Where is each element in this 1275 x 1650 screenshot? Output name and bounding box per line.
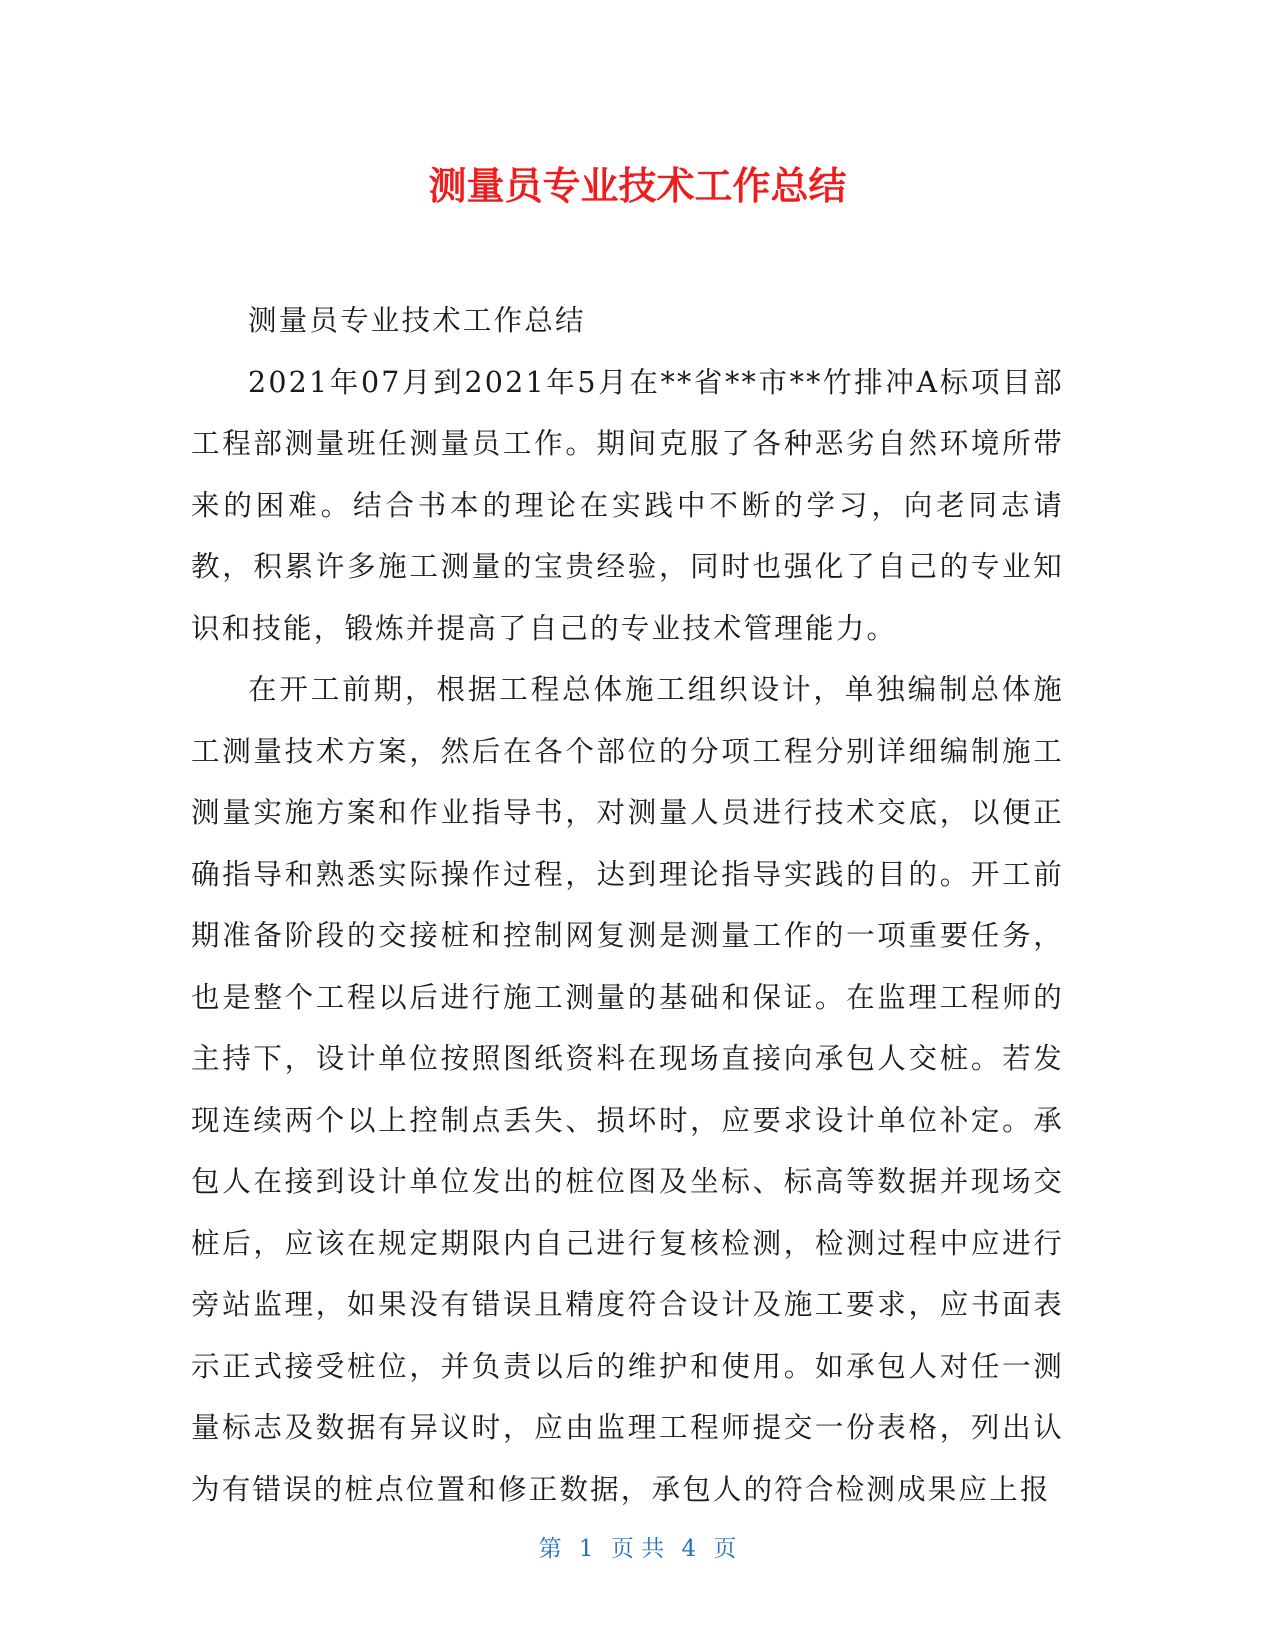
paragraph-intro: 2021年07月到2021年5月在**省**市**竹排冲A标项目部工程部测量班任测量员工作。期间克服了各种恶劣自然环境所带来的困难。结合书本的理论在实践中不断的学习，向老同志请教，积累许多施工测量的宝贵经验，同时也强化了自己的专业知识和技能，锻炼并提高了自己的专业技术管理能力。 <box>191 365 1064 645</box>
paragraph-preparation: 在开工前期，根据工程总体施工组织设计，单独编制总体施工测量技术方案，然后在各个部位的分项工程分别详细编制施工测量实施方案和作业指导书，对测量人员进行技术交底，以便正确指导和熟悉实际操作过程，达到理论指导实践的目的。开工前期准备阶段的交接桩和控制网复测是测量工作的一项重要任务，也是整个工程以后进行施工测量的基础和保证。在监理工程师的主持下，设计单位按照图纸资料在现场直接向承包人交桩。若发现连续两个以上控制点丢失、损坏时，应要求设计单位补定。承包人在接到设计单位发出的桩位图及坐标、标高等数据并现场交桩后，应该在规定期限内自己进行复核检测，检测过程中应进行旁站监理，如果没有错误且精度符合设计及施工要求，应书面表示正式接受桩位，并负责以后的维护和使用。如承包人对任一测量标志及数据有异议时，应由监理工程师提交一份表格，列出认为有错误的桩点位置和修正数据，承包人的符合检测成果应上报 <box>191 673 1064 1506</box>
footer-current-page: 1 <box>578 1536 594 1562</box>
footer-prefix: 第 <box>538 1536 562 1562</box>
paragraph-heading: 测量员专业技术工作总结 <box>248 304 586 337</box>
footer-suffix: 页 <box>713 1536 737 1562</box>
footer-total-pages: 4 <box>681 1536 697 1562</box>
document-title: 测量员专业技术工作总结 <box>428 164 847 208</box>
page-footer <box>0 1534 1275 1564</box>
document-body <box>191 290 1064 1520</box>
footer-middle: 页 共 <box>610 1536 665 1562</box>
